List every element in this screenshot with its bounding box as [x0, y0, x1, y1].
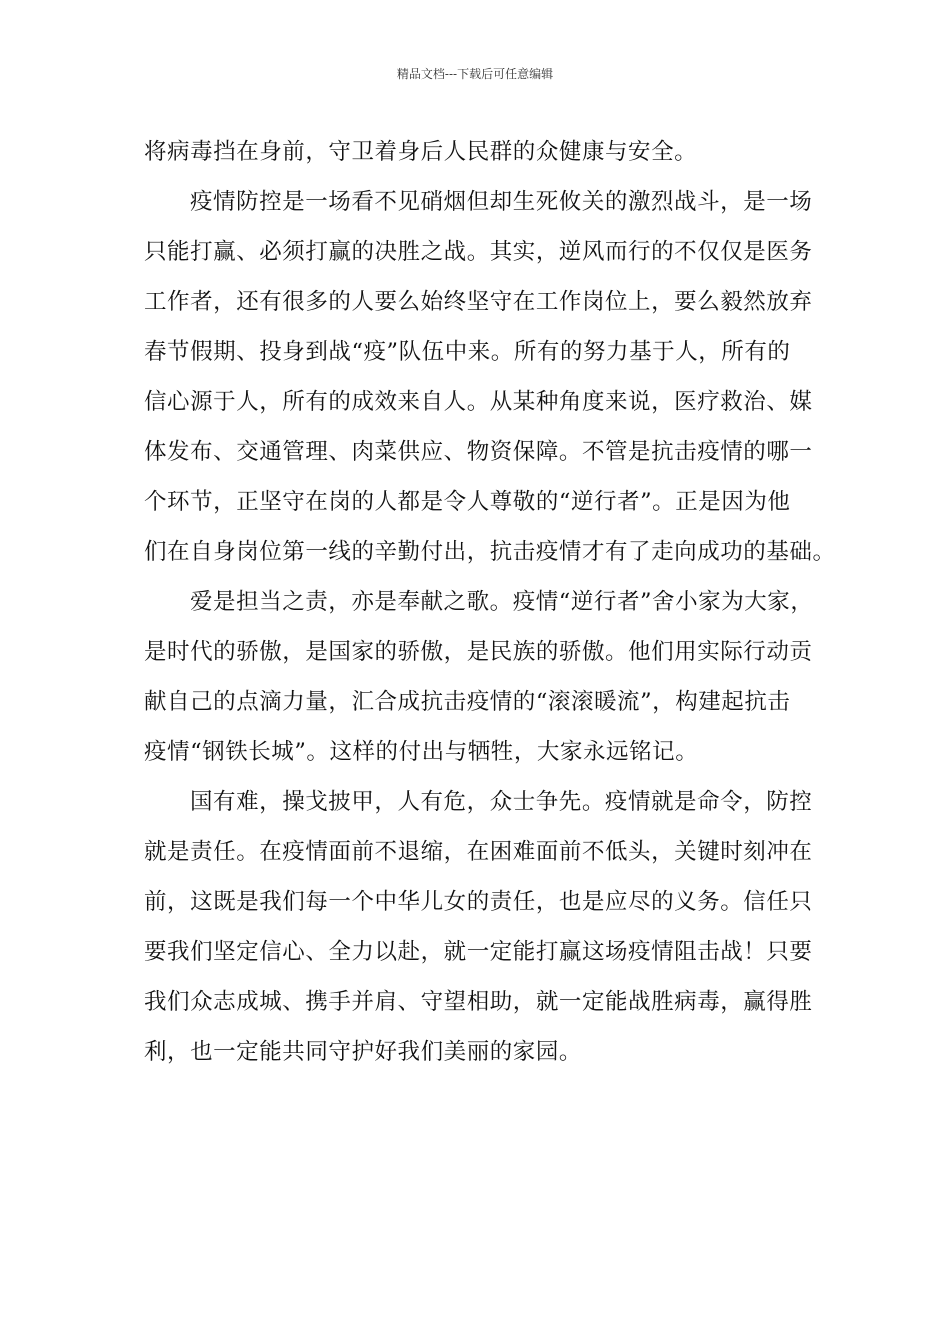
text-line: 只能打赢、必须打赢的决胜之战。其实，逆风而行的不仅仅是医务: [144, 239, 813, 265]
text-line: 个环节，正坚守在岗的人都是令人尊敬的“逆行者”。正是因为他: [144, 489, 791, 515]
text-line: 疫情“钢铁长城”。这样的付出与牺牲，大家永远铭记。: [144, 739, 699, 765]
document-body: [144, 127, 836, 1077]
text-line: 献自己的点滴力量，汇合成抗击疫情的“滚滚暖流”，构建起抗击: [144, 689, 791, 715]
text-line: 将病毒挡在身前，守卫着身后人民群的众健康与安全。: [144, 139, 698, 165]
page-header: 精品文档---下载后可任意编辑: [396, 67, 554, 81]
text-line: 前，这既是我们每一个中华儿女的责任，也是应尽的义务。信任只: [144, 889, 813, 915]
text-line: 利，也一定能共同守护好我们美丽的家园。: [144, 1039, 582, 1065]
text-line: 我们众志成城、携手并肩、守望相助，就一定能战胜病毒，赢得胜: [144, 989, 813, 1015]
paragraph-start-line: 疫情防控是一场看不见硝烟但却生死攸关的激烈战斗，是一场: [190, 189, 813, 215]
text-line: 要我们坚定信心、全力以赴，就一定能打赢这场疫情阻击战！只要: [144, 939, 813, 965]
text-line: 们在自身岗位第一线的辛勤付出，抗击疫情才有了走向成功的基础。: [144, 539, 836, 565]
text-line: 是时代的骄傲，是国家的骄傲，是民族的骄傲。他们用实际行动贡: [144, 639, 813, 665]
text-line: 信心源于人，所有的成效来自人。从某种角度来说，医疗救治、媒: [144, 389, 813, 415]
paragraph-start-line: 国有难，操戈披甲，人有危，众士争先。疫情就是命令，防控: [190, 789, 813, 815]
text-line: 就是责任。在疫情面前不退缩，在困难面前不低头，关键时刻冲在: [144, 839, 813, 865]
text-line: 春节假期、投身到战“疫”队伍中来。所有的努力基于人，所有的: [144, 339, 791, 365]
text-line: 体发布、交通管理、肉菜供应、物资保障。不管是抗击疫情的哪一: [144, 439, 813, 465]
text-line: 工作者，还有很多的人要么始终坚守在工作岗位上，要么毅然放弃: [144, 289, 813, 315]
paragraph-start-line: 爱是担当之责，亦是奉献之歌。疫情“逆行者”舍小家为大家，: [190, 589, 814, 615]
